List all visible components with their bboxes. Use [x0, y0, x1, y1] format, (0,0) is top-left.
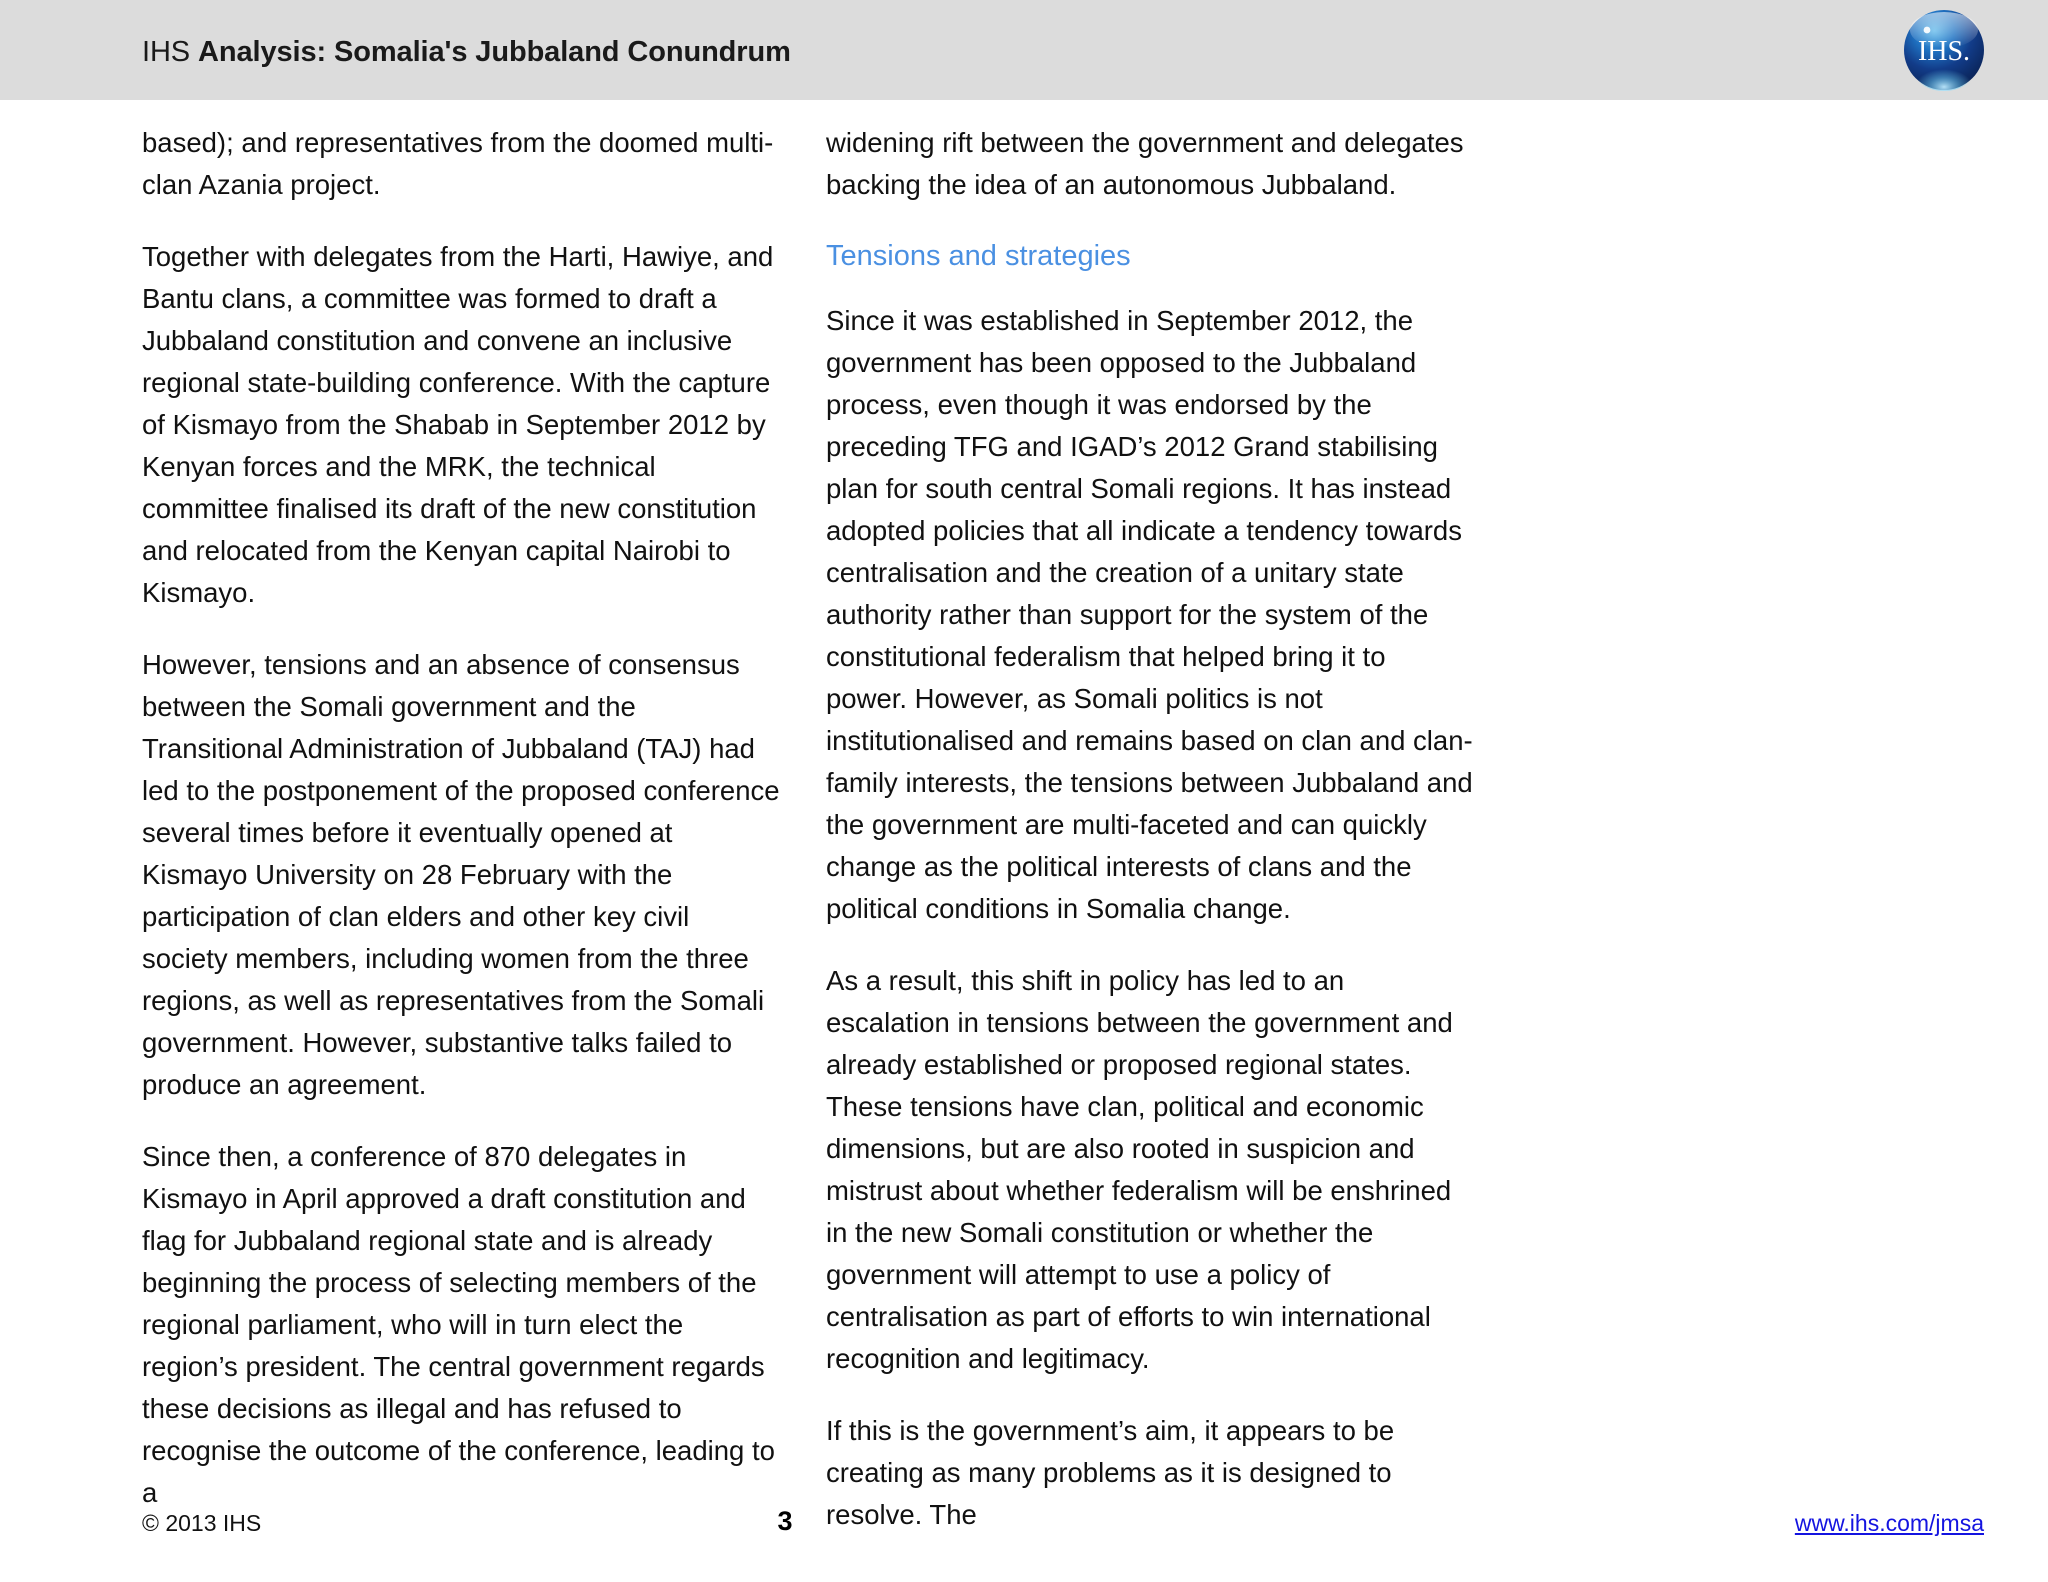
page-footer — [0, 1480, 2048, 1582]
copyright-notice: © 2013 IHS — [142, 1510, 262, 1536]
ihs-website-link[interactable]: www.ihs.com/jmsa — [1794, 1510, 1984, 1536]
paragraph: As a result, this shift in policy has led to an escalation in tensions between the government and already established or proposed regional states. These tensions have clan, political and economic dimensions, but are also rooted in suspicion and mistrust about whether federalism will be enshrined in the new Somali constitution or whether the government will attempt to use a policy of centralisation as part of efforts to win international recognition and legitimacy. — [826, 965, 1453, 1374]
paragraph: widening rift between the government and delegates backing the idea of an autonomous Jubbaland. — [826, 127, 1464, 200]
section-heading-tensions-and-strategies: Tensions and strategies — [826, 240, 1131, 272]
header-brand-text: IHS — [142, 36, 191, 68]
paragraph: However, tensions and an absence of consensus between the Somali government and the Transitional Administration of Jubbaland (TAJ) had led to the postponement of the proposed conference several times before it eventually opened at Kismayo University on 28 February with the participation of clan elders and other key civil society members, including women from the three regions, as well as representatives from the Somali government. However, substantive talks failed to produce an agreement. — [142, 649, 780, 1100]
paragraph: If this is the government’s aim, it appears to be creating as many problems as it is designed to resolve. The — [826, 1415, 1395, 1530]
ihs-sphere-logo-icon — [1902, 8, 1986, 92]
page-title — [142, 36, 791, 69]
paragraph: Since it was established in September 2012, the government has been opposed to the Jubbaland process, even though it was endorsed by the preceding TFG and IGAD’s 2012 Grand stabilising plan for south central Somali regions. It has instead adopted policies that all indicate a tendency towards centralisation and the creation of a unitary state authority rather than support for the system of the constitutional federalism that helped bring it to power. However, as Somali politics is not institutionalised and remains based on clan and clan-family interests, the tensions between Jubbaland and the government are multi-faceted and can quickly change as the political interests of clans and the political conditions in Somalia change. — [826, 305, 1473, 924]
paragraph: Since then, a conference of 870 delegates in Kismayo in April approved a draft constitution and flag for Jubbaland regional state and is already beginning the process of selecting members of the regional parliament, who will in turn elect the region’s president. The central government regards these decisions as illegal and has refused to recognise the outcome of the conference, leading to a — [142, 1141, 775, 1508]
page-header-band — [0, 0, 2048, 100]
page-number: 3 — [777, 1506, 793, 1536]
left-text-column — [142, 122, 782, 1514]
header-title-text: Analysis: Somalia's Jubbaland Conundrum — [198, 36, 791, 68]
paragraph: Together with delegates from the Harti, Hawiye, and Bantu clans, a committee was formed to draft a Jubbaland constitution and convene an inclusive regional state-building conference. With the capture of Kismayo from the Shabab in September 2012 by Kenyan forces and the MRK, the technical committee finalised its draft of the new constitution and relocated from the Kenyan capital Nairobi to Kismayo. — [142, 241, 774, 608]
right-text-column — [826, 122, 1474, 1536]
logo-text: IHS. — [1917, 36, 1971, 67]
paragraph: based); and representatives from the doomed multi-clan Azania project. — [142, 127, 774, 200]
